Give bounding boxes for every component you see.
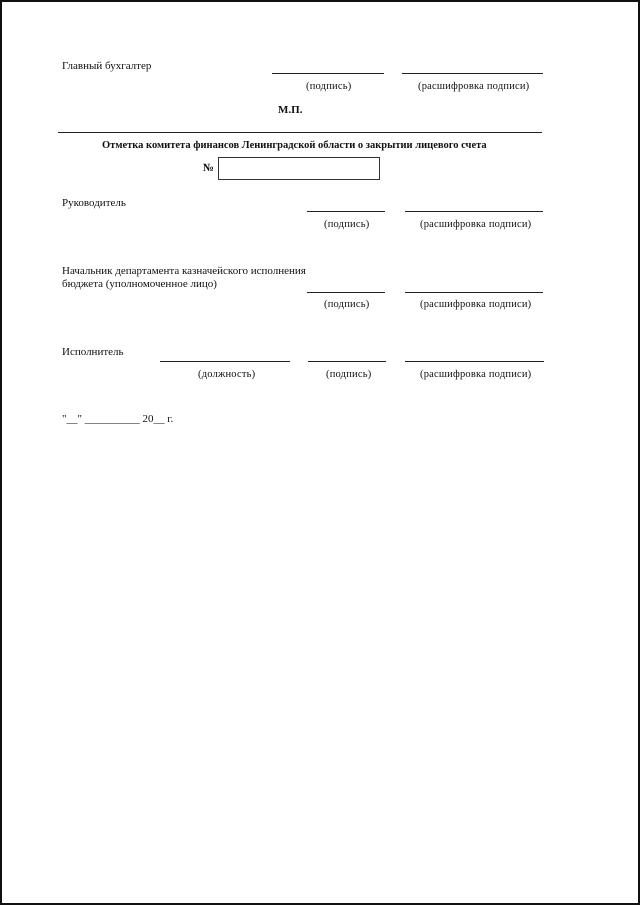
executor-label: Исполнитель [62, 346, 124, 358]
executor-signature-caption: (подпись) [326, 369, 372, 380]
head-decoding-caption: (расшифровка подписи) [420, 219, 532, 230]
head-label: Руководитель [62, 197, 126, 209]
chief-accountant-decoding-line [402, 73, 543, 74]
executor-signature-line [308, 361, 386, 362]
treasury-head-signature-caption: (подпись) [324, 299, 370, 310]
chief-accountant-decoding-caption: (расшифровка подписи) [418, 81, 530, 92]
treasury-head-signature-line [307, 292, 385, 293]
executor-position-caption: (должность) [198, 369, 256, 380]
executor-decoding-caption: (расшифровка подписи) [420, 369, 532, 380]
scan-edge-left [0, 0, 2, 905]
scan-edge-top [0, 0, 640, 2]
chief-accountant-signature-caption: (подпись) [306, 81, 352, 92]
treasury-head-label-line2: бюджета (уполномоченное лицо) [62, 278, 217, 290]
account-number-field[interactable] [218, 157, 380, 180]
number-label: № [203, 162, 215, 174]
executor-position-line [160, 361, 290, 362]
committee-mark-title: Отметка комитета финансов Ленинградской области о закрытии лицевого счета [102, 140, 487, 151]
head-signature-caption: (подпись) [324, 219, 370, 230]
chief-accountant-label: Главный бухгалтер [62, 60, 152, 72]
head-signature-line [307, 211, 385, 212]
head-decoding-line [405, 211, 543, 212]
executor-decoding-line [405, 361, 544, 362]
section-separator [58, 132, 542, 133]
treasury-head-decoding-line [405, 292, 543, 293]
treasury-head-label-line1: Начальник департамента казначейского исполнения [62, 265, 306, 277]
date-line: "__" __________ 20__ г. [62, 413, 174, 425]
treasury-head-decoding-caption: (расшифровка подписи) [420, 299, 532, 310]
chief-accountant-signature-line [272, 73, 384, 74]
stamp-label: М.П. [278, 104, 303, 116]
